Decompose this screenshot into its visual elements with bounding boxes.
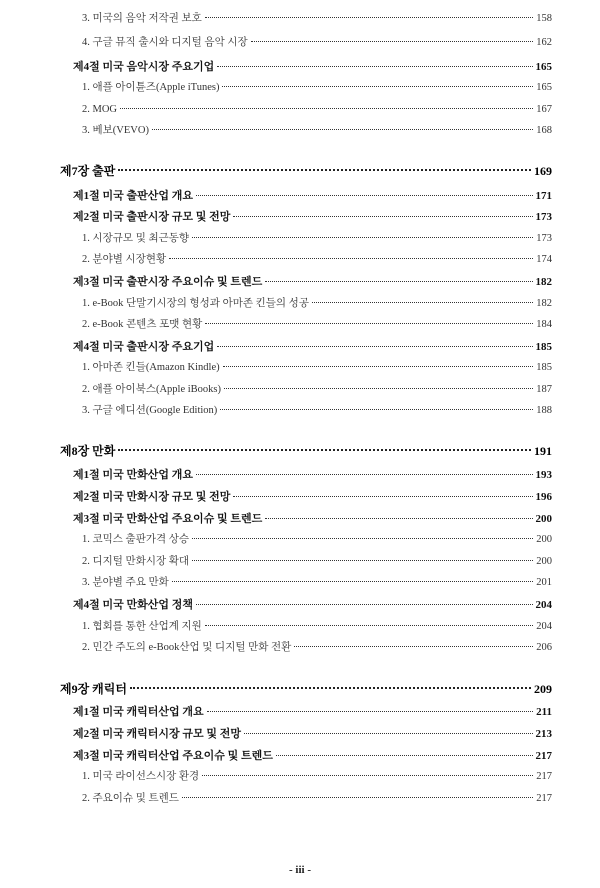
toc-section-entry [73,210,552,224]
dot-leader [192,559,533,561]
toc-section-entry [73,490,552,504]
toc-entry-page-number: 206 [536,642,552,653]
toc-entry-label: 1. 애플 아이튠즈(Apple iTunes) [82,82,220,93]
toc-entry-page-number: 167 [536,104,552,115]
toc-entry-page-number: 217 [536,793,552,804]
toc-section-entry [73,598,552,612]
dot-leader [251,40,534,42]
dot-leader [118,448,531,451]
dot-leader [312,301,533,303]
toc-entry-page-number: 171 [535,190,552,202]
toc-section-entry [73,189,552,203]
toc-subsection-entry [82,576,552,590]
toc-subsection-entry [82,770,552,784]
toc-entry-label: 제3절 미국 출판시장 주요이슈 및 트렌드 [73,276,263,288]
toc-subsection-entry [82,36,552,50]
toc-entry-label: 1. 시장규모 및 최근동향 [82,233,190,244]
dot-leader [196,603,532,605]
toc-chapter-entry [60,164,552,178]
toc-entry-page-number: 217 [535,750,552,762]
dot-leader [294,645,533,647]
dot-leader [130,686,531,689]
toc-entry-page-number: 165 [536,82,552,93]
toc-entry-page-number: 209 [534,682,552,696]
toc-section-entry [73,705,552,719]
toc-section-entry [73,275,552,289]
toc-subsection-entry [82,533,552,547]
dot-leader [276,754,533,756]
toc-section-entry [73,727,552,741]
toc-entry-label: 1. 협회를 통한 산업계 지원 [82,621,202,632]
toc-entry-page-number: 182 [535,276,552,288]
dot-leader [192,537,533,539]
dot-leader [265,517,532,519]
toc-entry-page-number: 184 [536,319,552,330]
toc-entry-label: 3. 미국의 음악 저작권 보호 [82,13,202,24]
toc-subsection-entry [82,383,552,397]
toc-entry-page-number: 200 [536,534,552,545]
toc-entry-page-number: 204 [535,599,552,611]
toc-entry-page-number: 196 [535,491,552,503]
toc-entry-label: 2. 분야별 시장현황 [82,254,167,265]
toc-entry-label: 2. MOG [82,104,118,115]
dot-leader [205,322,533,324]
toc-section-entry [73,512,552,526]
toc-entry-page-number: 185 [536,362,552,373]
toc-entry-label: 제2절 미국 출판시장 규모 및 전망 [73,211,231,223]
toc-entry-label: 3. 구글 에디션(Google Edition) [82,405,218,416]
toc-entry-label: 제4절 미국 음악시장 주요기업 [73,61,215,73]
dot-leader [244,732,532,734]
dot-leader [182,796,533,798]
toc-subsection-entry [82,792,552,806]
dot-leader [233,495,532,497]
toc-entry-label: 2. 주요이슈 및 트렌드 [82,793,179,804]
toc-chapter-entry [60,444,552,458]
toc-chapter-entry [60,682,552,696]
toc-entry-label: 1. 코믹스 출판가격 상승 [82,534,190,545]
toc-subsection-entry [82,404,552,418]
toc-entry-page-number: 158 [536,13,552,24]
toc-entry-label: 2. 민간 주도의 e-Book산업 및 디지털 만화 전환 [82,642,292,653]
toc-entry-page-number: 187 [536,384,552,395]
toc-subsection-entry [82,81,552,95]
toc-entry-label: 제1절 미국 캐릭터산업 개요 [73,706,204,718]
dot-leader [220,408,533,410]
toc-entry-page-number: 188 [536,405,552,416]
toc-entry-label: 제1절 미국 출판산업 개요 [73,190,194,202]
dot-leader [217,65,532,67]
toc-entry-label: 제7장 출판 [60,164,116,178]
toc-entry-label: 제2절 미국 캐릭터시장 규모 및 전망 [73,728,242,740]
dot-leader [205,16,533,18]
toc-section-entry [73,749,552,763]
toc-entry-label: 1. e-Book 단말기시장의 형성과 아마존 킨들의 성공 [82,298,309,309]
dot-leader [223,365,534,367]
toc-section-entry [73,468,552,482]
toc-subsection-entry [82,641,552,655]
toc-section-entry [73,60,552,74]
toc-entry-label: 2. 애플 아이북스(Apple iBooks) [82,384,222,395]
toc-subsection-entry [82,124,552,138]
toc-entry-label: 제3절 미국 캐릭터산업 주요이슈 및 트렌드 [73,750,273,762]
toc-entry-page-number: 168 [536,125,552,136]
toc-entry-label: 3. 베보(VEVO) [82,125,149,136]
toc-entry-page-number: 169 [534,164,552,178]
toc-section-entry [73,340,552,354]
dot-leader [224,387,533,389]
toc-subsection-entry [82,555,552,569]
toc-entry-page-number: 191 [534,444,552,458]
toc-subsection-entry [82,620,552,634]
toc-entry-page-number: 213 [535,728,552,740]
dot-leader [207,710,533,712]
toc-entry-page-number: 185 [535,341,552,353]
toc-entry-label: 제4절 미국 출판시장 주요기업 [73,341,215,353]
toc-entry-label: 제1절 미국 만화산업 개요 [73,469,194,481]
toc-entry-label: 1. 미국 라이선스시장 환경 [82,771,200,782]
toc-entry-page-number: 193 [535,469,552,481]
toc-entry-label: 3. 분야별 주요 만화 [82,577,169,588]
dot-leader [169,257,533,259]
toc-subsection-entry [82,12,552,26]
dot-leader [222,85,533,87]
toc-entry-page-number: 217 [536,771,552,782]
toc-subsection-entry [82,297,552,311]
dot-leader [265,280,532,282]
toc-entry-label: 제4절 미국 만화산업 정책 [73,599,194,611]
dot-leader [233,215,532,217]
toc-entry-label: 제2절 미국 만화시장 규모 및 전망 [73,491,231,503]
dot-leader [172,580,533,582]
toc-subsection-entry [82,253,552,267]
toc-entry-page-number: 201 [536,577,552,588]
toc-entry-page-number: 200 [535,513,552,525]
dot-leader [196,473,532,475]
toc-subsection-entry [82,232,552,246]
toc-entry-page-number: 182 [536,298,552,309]
toc-entry-label: 제8장 만화 [60,444,116,458]
toc-entry-page-number: 211 [536,706,552,718]
dot-leader [118,168,531,171]
toc-entry-label: 1. 아마존 킨들(Amazon Kindle) [82,362,220,373]
toc-entry-page-number: 173 [536,233,552,244]
dot-leader [196,194,532,196]
dot-leader [217,345,532,347]
toc-subsection-entry [82,103,552,117]
toc-entry-page-number: 162 [536,37,552,48]
toc-subsection-entry [82,318,552,332]
dot-leader [192,236,533,238]
toc-entry-page-number: 173 [535,211,552,223]
dot-leader [120,107,533,109]
toc-entry-page-number: 174 [536,254,552,265]
page-number-footer: - iii - [289,864,311,876]
toc-entry-page-number: 200 [536,556,552,567]
dot-leader [205,624,533,626]
toc-entry-page-number: 204 [536,621,552,632]
dot-leader [152,128,533,130]
dot-leader [202,774,533,776]
toc-entry-label: 제9장 캐릭터 [60,682,127,696]
toc-entry-label: 2. e-Book 콘텐츠 포맷 현황 [82,319,203,330]
toc-entry-label: 2. 디지털 만화시장 확대 [82,556,190,567]
toc-entry-page-number: 165 [535,61,552,73]
toc-entry-label: 4. 구글 뮤직 출시와 디지털 음악 시장 [82,37,248,48]
toc-entry-label: 제3절 미국 만화산업 주요이슈 및 트렌드 [73,513,263,525]
toc-subsection-entry [82,361,552,375]
